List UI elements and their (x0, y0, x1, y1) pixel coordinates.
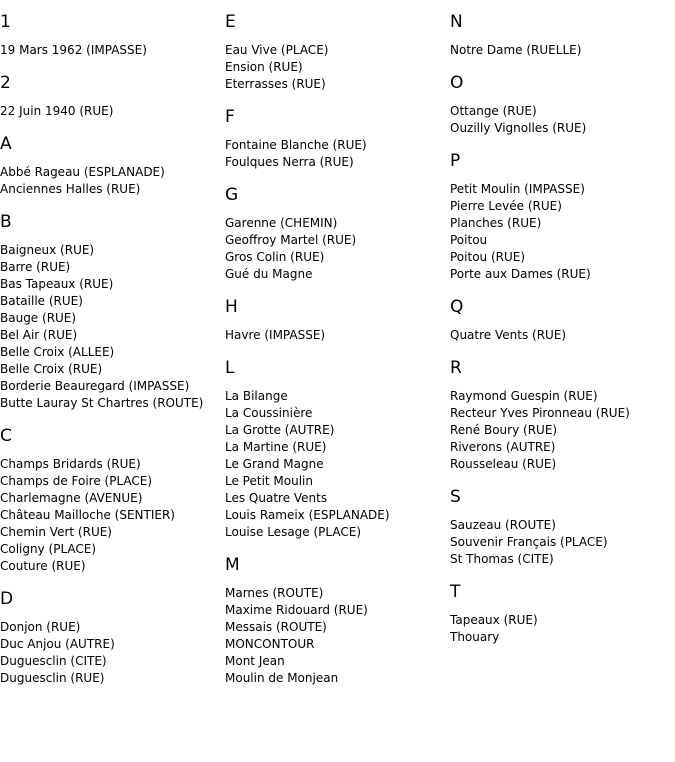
letter-group (0, 426, 225, 575)
street-entry: Louise Lesage (PLACE) (225, 525, 362, 539)
street-entry: Gué du Magne (225, 267, 313, 281)
street-entry: Ottange (RUE) (450, 104, 537, 118)
index-column (450, 12, 675, 660)
street-entry: Sauzeau (ROUTE) (450, 518, 556, 532)
letter-group (225, 12, 450, 93)
letter-group (225, 107, 450, 171)
letter-group (450, 73, 675, 137)
street-entry: Messais (ROUTE) (225, 620, 327, 634)
letter-heading: M (225, 555, 240, 575)
street-entry: Louis Rameix (ESPLANADE) (225, 508, 390, 522)
letter-heading: 2 (0, 73, 11, 93)
street-entry: Eau Vive (PLACE) (225, 43, 329, 57)
index-column (0, 12, 225, 701)
street-entry: Champs Bridards (RUE) (0, 457, 141, 471)
street-entry: Baigneux (RUE) (0, 243, 95, 257)
letter-heading: E (225, 12, 236, 32)
letter-heading: T (450, 582, 461, 602)
street-entry: Bas Tapeaux (RUE) (0, 277, 114, 291)
street-entry: Quatre Vents (RUE) (450, 328, 567, 342)
street-entry: Gros Colin (RUE) (225, 250, 325, 264)
street-entry: Donjon (RUE) (0, 620, 81, 634)
street-entry: Notre Dame (RUELLE) (450, 43, 582, 57)
letter-group (225, 297, 450, 344)
letter-group (450, 358, 675, 473)
street-entry: Bauge (RUE) (0, 311, 77, 325)
street-entry: Butte Lauray St Chartres (ROUTE) (0, 396, 204, 410)
letter-group (0, 589, 225, 687)
index-column (225, 12, 450, 701)
letter-heading: B (0, 212, 12, 232)
street-entry: Anciennes Halles (RUE) (0, 182, 141, 196)
street-entry: Belle Croix (ALLEE) (0, 345, 115, 359)
street-entry: Eterrasses (RUE) (225, 77, 326, 91)
street-entry: MONCONTOUR (225, 637, 315, 651)
letter-group (450, 151, 675, 283)
letter-heading: G (225, 185, 239, 205)
letter-group (450, 487, 675, 568)
street-entry: La Grotte (AUTRE) (225, 423, 335, 437)
street-entry: Souvenir Français (PLACE) (450, 535, 608, 549)
street-entry: Pierre Levée (RUE) (450, 199, 562, 213)
street-entry: Couture (RUE) (0, 559, 86, 573)
letter-group (450, 12, 675, 59)
street-entry: Le Grand Magne (225, 457, 324, 471)
street-entry: Duguesclin (CITE) (0, 654, 107, 668)
street-entry: Petit Moulin (IMPASSE) (450, 182, 585, 196)
street-entry: Coligny (PLACE) (0, 542, 97, 556)
street-entry: Champs de Foire (PLACE) (0, 474, 153, 488)
letter-group (0, 212, 225, 412)
letter-heading: L (225, 358, 235, 378)
letter-heading: 1 (0, 12, 11, 32)
street-entry: Bel Air (RUE) (0, 328, 78, 342)
letter-heading: C (0, 426, 12, 446)
street-entry: Château Mailloche (SENTIER) (0, 508, 175, 522)
street-entry: Moulin de Monjean (225, 671, 339, 685)
street-entry: Fontaine Blanche (RUE) (225, 138, 367, 152)
street-entry: Barre (RUE) (0, 260, 71, 274)
street-entry: La Martine (RUE) (225, 440, 327, 454)
street-entry: Charlemagne (AVENUE) (0, 491, 143, 505)
letter-heading: O (450, 73, 464, 93)
street-entry: Belle Croix (RUE) (0, 362, 103, 376)
letter-group (0, 134, 225, 198)
street-entry: Porte aux Dames (RUE) (450, 267, 591, 281)
letter-heading: H (225, 297, 238, 317)
letter-heading: D (0, 589, 14, 609)
street-entry: Raymond Guespin (RUE) (450, 389, 598, 403)
street-entry: Abbé Rageau (ESPLANADE) (0, 165, 165, 179)
street-entry: Rousseleau (RUE) (450, 457, 557, 471)
street-entry: Ension (RUE) (225, 60, 303, 74)
street-entry: Garenne (CHEMIN) (225, 216, 338, 230)
letter-group (450, 582, 675, 646)
street-entry: Marnes (ROUTE) (225, 586, 324, 600)
letter-heading: N (450, 12, 463, 32)
street-entry: 19 Mars 1962 (IMPASSE) (0, 43, 147, 57)
letter-group (225, 185, 450, 283)
street-entry: Planches (RUE) (450, 216, 542, 230)
street-entry: Poitou (450, 233, 488, 247)
street-entry: Mont Jean (225, 654, 285, 668)
letter-heading: A (0, 134, 12, 154)
street-entry: La Bilange (225, 389, 288, 403)
street-entry: Les Quatre Vents (225, 491, 328, 505)
street-entry: Le Petit Moulin (225, 474, 313, 488)
letter-heading: F (225, 107, 235, 127)
street-entry: La Coussinière (225, 406, 313, 420)
letter-group (0, 12, 225, 59)
street-entry: Bataille (RUE) (0, 294, 83, 308)
street-entry: Maxime Ridouard (RUE) (225, 603, 368, 617)
street-entry: Havre (IMPASSE) (225, 328, 326, 342)
letter-group (0, 73, 225, 120)
street-entry: René Boury (RUE) (450, 423, 558, 437)
letter-heading: Q (450, 297, 464, 317)
street-entry: Riverons (AUTRE) (450, 440, 556, 454)
street-entry: Thouary (450, 630, 500, 644)
letter-heading: S (450, 487, 461, 507)
letter-heading: P (450, 151, 461, 171)
street-entry: Ouzilly Vignolles (RUE) (450, 121, 587, 135)
letter-group (450, 297, 675, 344)
street-entry: Duc Anjou (AUTRE) (0, 637, 115, 651)
letter-heading: R (450, 358, 462, 378)
street-entry: Geoffroy Martel (RUE) (225, 233, 357, 247)
street-entry: Duguesclin (RUE) (0, 671, 105, 685)
street-entry: 22 Juin 1940 (RUE) (0, 104, 114, 118)
street-entry: Borderie Beauregard (IMPASSE) (0, 379, 190, 393)
street-entry: Tapeaux (RUE) (450, 613, 538, 627)
letter-group (225, 555, 450, 687)
street-entry: St Thomas (CITE) (450, 552, 554, 566)
street-entry: Foulques Nerra (RUE) (225, 155, 354, 169)
street-entry: Poitou (RUE) (450, 250, 526, 264)
street-entry: Recteur Yves Pironneau (RUE) (450, 406, 630, 420)
letter-group (225, 358, 450, 541)
street-entry: Chemin Vert (RUE) (0, 525, 112, 539)
